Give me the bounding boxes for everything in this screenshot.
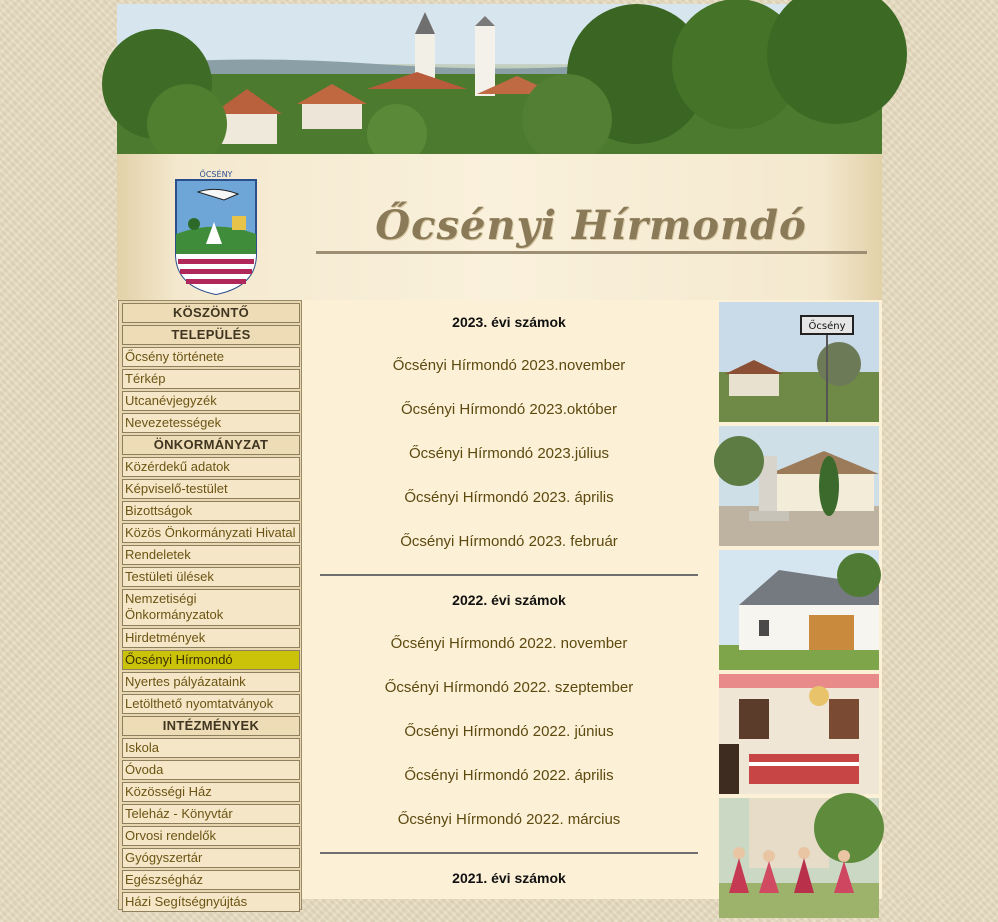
sidebar-section-intezmenyek[interactable]: INTÉZMÉNYEK xyxy=(122,716,300,736)
sidebar-item-kepviselo-testulet[interactable]: Képviselő-testület xyxy=(122,479,300,499)
photo-column xyxy=(719,302,879,922)
year-heading-2021: 2021. évi számok xyxy=(452,870,566,886)
issue-link[interactable]: Őcsényi Hírmondó 2022. szeptember xyxy=(384,679,634,696)
issue-link[interactable]: Őcsényi Hírmondó 2023. április xyxy=(404,489,614,506)
sign-label: Őcsény xyxy=(808,321,846,332)
sidebar-item-kozerdeku-adatok[interactable]: Közérdekű adatok xyxy=(122,457,300,477)
sidebar-item-letoltheto-nyomtatvanyok[interactable]: Letölthető nyomtatványok xyxy=(122,694,300,714)
sidebar-item-hirdetmenyek[interactable]: Hirdetmények xyxy=(122,628,300,648)
sidebar-section-koszonto[interactable]: KÖSZÖNTŐ xyxy=(122,303,300,323)
issue-link[interactable]: Őcsényi Hírmondó 2022. november xyxy=(390,635,628,652)
sidebar-item-egeszseghaz[interactable]: Egészségház xyxy=(122,870,300,890)
sidebar-item-nevezetessegek[interactable]: Nevezetességek xyxy=(122,413,300,433)
sidebar-item-nyertes-palyazataink[interactable]: Nyertes pályázataink xyxy=(122,672,300,692)
photo-folk-dancers xyxy=(719,798,879,918)
coat-of-arms-icon[interactable] xyxy=(172,164,260,296)
sidebar-item-ocsenyi-hirmondo[interactable]: Őcsényi Hírmondó xyxy=(122,650,300,670)
site-header xyxy=(117,154,882,300)
title-underline xyxy=(316,251,867,254)
section-divider xyxy=(320,574,698,576)
sidebar-item-nemzetisegi-onkormanyzatok[interactable]: Nemzetiségi Önkormányzatok xyxy=(122,589,300,626)
issue-link[interactable]: Őcsényi Hírmondó 2023.július xyxy=(408,445,610,462)
sidebar-section-telepules[interactable]: TELEPÜLÉS xyxy=(122,325,300,345)
sidebar-section-onkormanyzat[interactable]: ÖNKORMÁNYZAT xyxy=(122,435,300,455)
village-panorama xyxy=(117,4,882,154)
svg-text:ŐCSÉNY: ŐCSÉNY xyxy=(199,170,233,179)
sidebar-item-bizottsagok[interactable]: Bizottságok xyxy=(122,501,300,521)
sidebar-item-gyogyszertar[interactable]: Gyógyszertár xyxy=(122,848,300,868)
sidebar-item-ovoda[interactable]: Óvoda xyxy=(122,760,300,780)
year-heading-2023: 2023. évi számok xyxy=(452,314,566,330)
year-heading-2022: 2022. évi számok xyxy=(452,592,566,608)
sidebar-nav xyxy=(118,300,302,910)
issue-link[interactable]: Őcsényi Hírmondó 2022. március xyxy=(397,811,621,828)
banner-image xyxy=(117,4,882,154)
photo-interior xyxy=(719,674,879,794)
sidebar-item-telehaz-konyvtar[interactable]: Teleház - Könyvtár xyxy=(122,804,300,824)
sidebar-item-kozos-onkormanyzati-hivatal[interactable]: Közös Önkormányzati Hivatal xyxy=(122,523,300,543)
sidebar-item-kozossegi-haz[interactable]: Közösségi Ház xyxy=(122,782,300,802)
issue-link[interactable]: Őcsényi Hírmondó 2023. február xyxy=(400,533,618,550)
sidebar-item-orvosi-rendelok[interactable]: Orvosi rendelők xyxy=(122,826,300,846)
sidebar-item-hazi-segitsegnyujtas[interactable]: Házi Segítségnyújtás xyxy=(122,892,300,912)
issue-link[interactable]: Őcsényi Hírmondó 2023.október xyxy=(401,401,617,418)
issue-link[interactable]: Őcsényi Hírmondó 2022. április xyxy=(404,767,614,784)
issue-link[interactable]: Őcsényi Hírmondó 2023.november xyxy=(392,357,626,374)
sidebar-item-iskola[interactable]: Iskola xyxy=(122,738,300,758)
photo-monument xyxy=(719,426,879,546)
photo-white-house xyxy=(719,550,879,670)
sidebar-item-utcanevjegyzek[interactable]: Utcanévjegyzék xyxy=(122,391,300,411)
issue-link[interactable]: Őcsényi Hírmondó 2022. június xyxy=(404,723,614,740)
page xyxy=(117,4,882,909)
main-content xyxy=(320,300,698,900)
sidebar-item-ocseny-tortenete[interactable]: Őcsény története xyxy=(122,347,300,367)
site-title: Őcsényi Hírmondó xyxy=(375,202,807,249)
sidebar-item-testuleti-ulesek[interactable]: Testületi ülések xyxy=(122,567,300,587)
section-divider xyxy=(320,852,698,854)
sidebar-item-terkep[interactable]: Térkép xyxy=(122,369,300,389)
sidebar-item-rendeletek[interactable]: Rendeletek xyxy=(122,545,300,565)
photo-village-sign xyxy=(719,302,879,422)
